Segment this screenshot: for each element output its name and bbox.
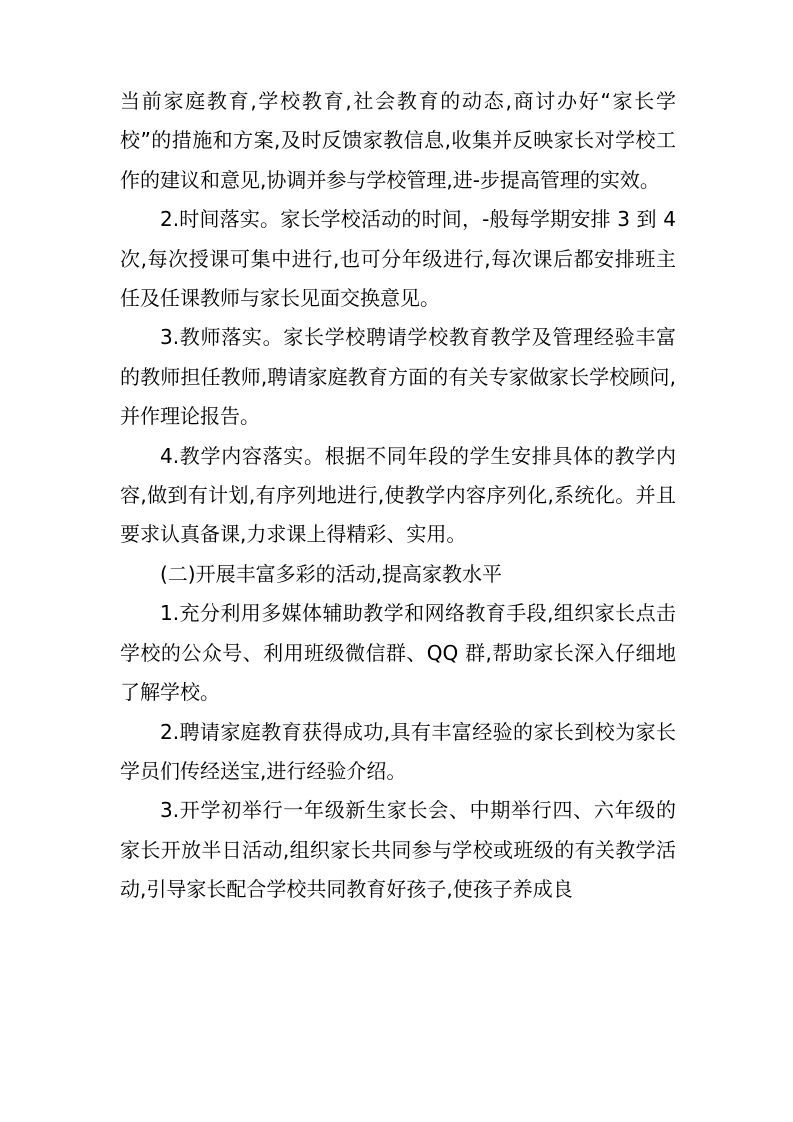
paragraph-continued-intro: 当前家庭教育,学校教育,社会教育的动态,商讨办好“家长学校”的措施和方案,及时反馈家教信息,收集并反映家长对学校工作的建议和意见,协调并参与学校管理,进-步提高管理的实效。	[120, 89, 676, 192]
paragraph-content-arrangement: 4.教学内容落实。根据不同年段的学生安排具体的教学内容,做到有计划,有序列地进行,使教学内容序列化,系统化。并且要求认真备课,力求课上得精彩、实用。	[120, 443, 676, 547]
paragraph-parent-experience: 2.聘请家庭教育获得成功,具有丰富经验的家长到校为家长学员们传经送宝,进行经验介绍。	[120, 719, 676, 783]
paragraph-multimedia: 1.充分利用多媒体辅助教学和网络教育手段,组织家长点击学校的公众号、利用班级微信群、QQ 群,帮助家长深入仔细地了解学校。	[120, 601, 676, 705]
paragraph-parent-meeting: 3.开学初举行一年级新生家长会、中期举行四、六年级的家长开放半日活动,组织家长共同参与学校或班级的有关教学活动,引导家长配合学校共同教育好孩子,使孩子养成良	[120, 798, 676, 902]
paragraph-teacher-arrangement: 3.教师落实。家长学校聘请学校教育教学及管理经验丰富的教师担任教师,聘请家庭教育方面的有关专家做家长学校顾问,并作理论报告。	[120, 325, 676, 429]
paragraph-time-arrangement: 2.时间落实。家长学校活动的时间，-般每学期安排 3 到 4 次,每次授课可集中进行,也可分年级进行,每次课后都安排班主任及任课教师与家长见面交换意见。	[120, 207, 676, 311]
document-body	[120, 82, 676, 910]
section-heading-activities: (二)开展丰富多彩的活动,提高家教水平	[160, 561, 502, 586]
